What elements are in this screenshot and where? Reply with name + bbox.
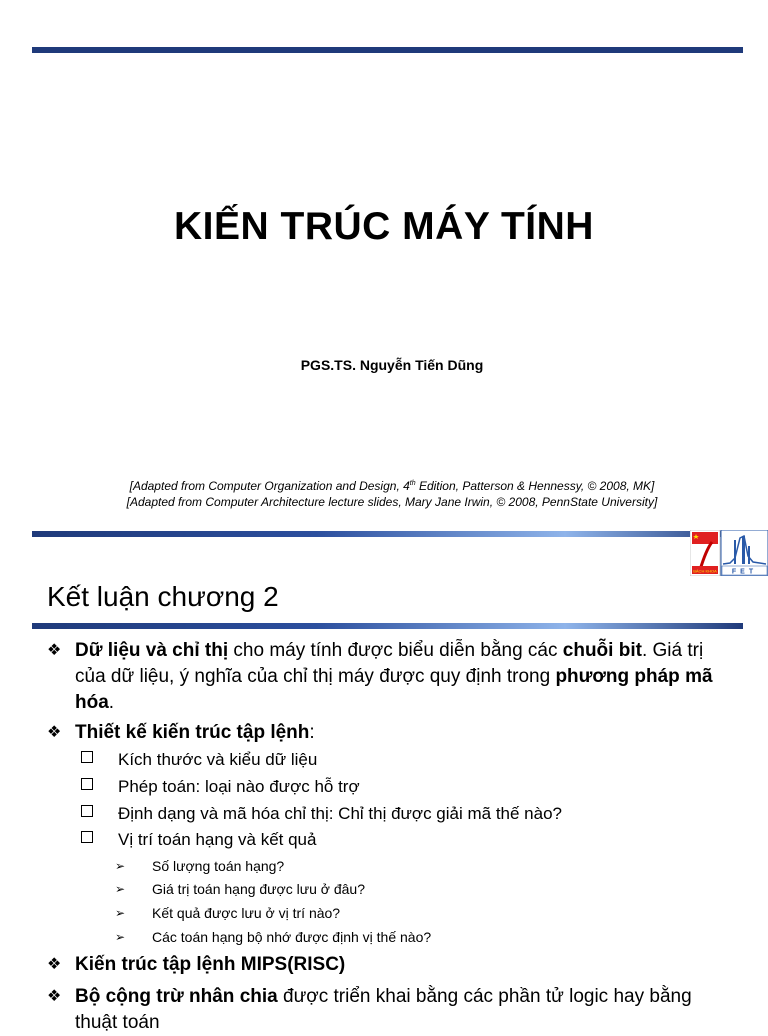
- sub-sub-item: ➢ Các toán hạng bộ nhớ được định vị thế nào?: [115, 929, 432, 945]
- bullet-mips-isa: ❖ Kiến trúc tập lệnh MIPS(RISC): [75, 952, 735, 978]
- arrow-bullet-icon: ➢: [115, 930, 126, 944]
- arrow-bullet-icon: ➢: [115, 859, 126, 873]
- checkbox-bullet-icon: [81, 778, 93, 790]
- slide2-title: Kết luận chương 2: [47, 581, 279, 612]
- sub-sub-item: ➢ Giá trị toán hạng được lưu ở đâu?: [115, 881, 366, 897]
- reference-1: [Adapted from Computer Organization and Design, 4th Edition, Patterson & Hennessy, © 2008, MK]: [129, 479, 655, 493]
- logo-label: FET: [731, 568, 758, 576]
- diamond-bullet-icon: ❖: [47, 642, 62, 659]
- diamond-bullet-icon: ❖: [47, 956, 62, 973]
- arrow-bullet-icon: ➢: [115, 882, 126, 896]
- checkbox-bullet-icon: [81, 805, 93, 817]
- slide1-author: PGS.TS. Nguyễn Tiến Dũng: [300, 357, 484, 373]
- sub-item: Vị trí toán hạng và kết quả: [118, 829, 316, 851]
- diamond-bullet-icon: ❖: [47, 988, 62, 1005]
- bullet-isa-design: ❖ Thiết kế kiến trúc tập lệnh:: [75, 720, 735, 746]
- sub-item: Kích thước và kiểu dữ liệu: [118, 749, 317, 771]
- slide1-references: [0, 476, 768, 510]
- checkbox-bullet-icon: [81, 831, 93, 843]
- slide1-top-bar: [32, 47, 743, 53]
- checkbox-bullet-icon: [81, 751, 93, 763]
- arrow-bullet-icon: ➢: [115, 906, 126, 920]
- university-logo: [690, 530, 768, 576]
- sub-sub-item: ➢ Số lượng toán hạng?: [115, 858, 285, 874]
- slide1-title: KIẾN TRÚC MÁY TÍNH: [174, 205, 594, 248]
- slide2-title-bar: [32, 623, 743, 629]
- diamond-bullet-icon: ❖: [47, 724, 62, 741]
- bullet-data-and-instructions: ❖ Dữ liệu và chỉ thị cho máy tính được biểu diễn bằng các chuỗi bit. Giá trị của dữ liệu, ý nghĩa của chỉ thị máy được quy định trong phương pháp mã hóa.: [47, 640, 713, 713]
- bullet-alu: ❖ Bộ cộng trừ nhân chia được triển khai bằng các phần tử logic hay bằng thuật toán: [47, 986, 692, 1033]
- sub-item: Phép toán: loại nào được hỗ trợ: [118, 776, 360, 798]
- svg-text:BÁCH KHOA: BÁCH KHOA: [693, 568, 717, 574]
- sub-sub-item: ➢ Kết quả được lưu ở vị trí nào?: [115, 905, 341, 921]
- reference-2: [Adapted from Computer Architecture lecture slides, Mary Jane Irwin, © 2008, PennState University]: [126, 495, 658, 509]
- slide1-bottom-bar: [32, 531, 743, 537]
- sub-item: Định dạng và mã hóa chỉ thị: Chỉ thị được giải mã thế nào?: [118, 803, 562, 825]
